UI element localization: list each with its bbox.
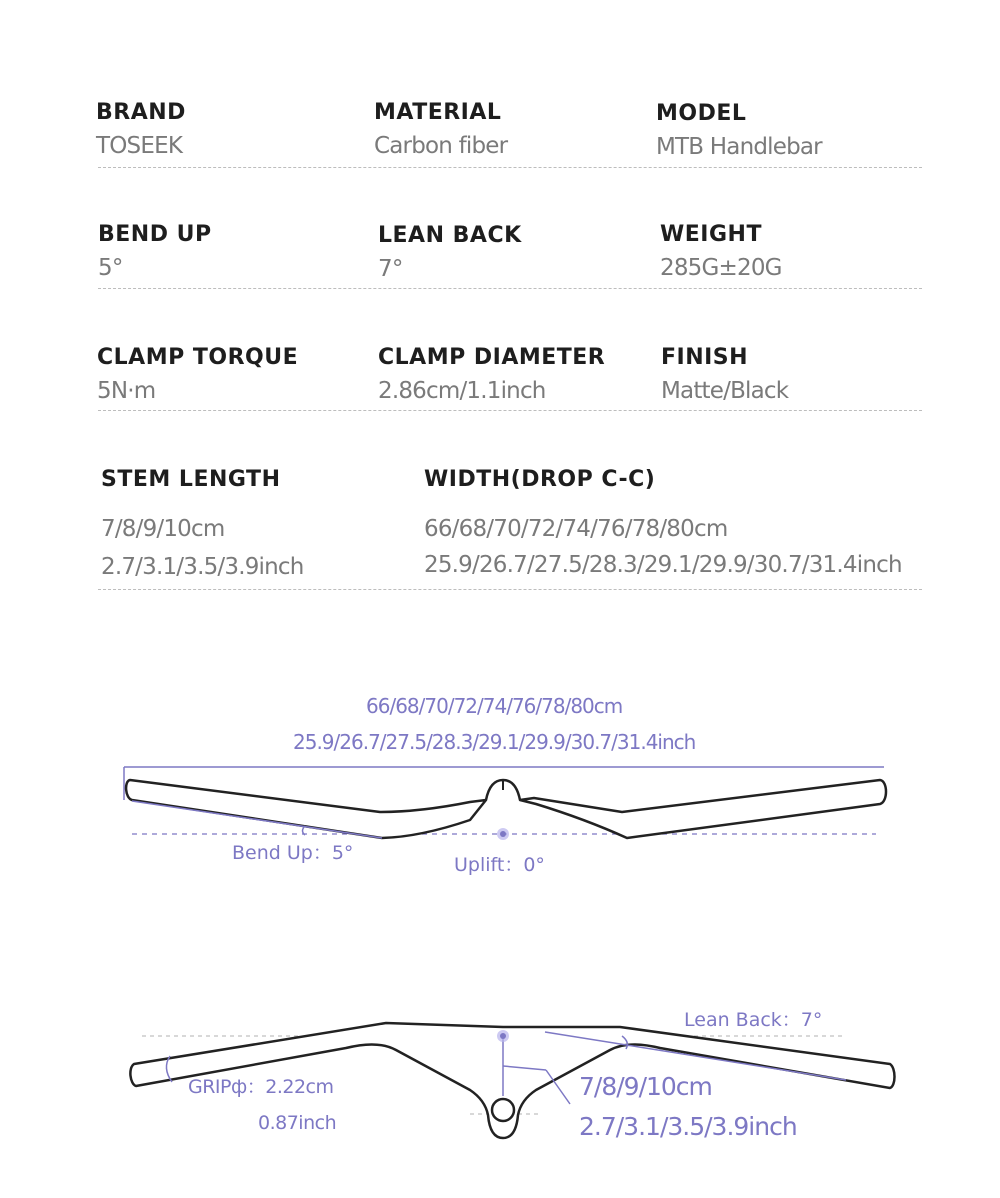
spec-label: CLAMP TORQUE bbox=[97, 345, 299, 370]
spec-label: FINISH bbox=[661, 345, 749, 370]
spec-label: LEAN BACK bbox=[378, 223, 522, 248]
front-width-inch: 25.9/26.7/27.5/28.3/29.1/29.9/30.7/31.4inch bbox=[293, 730, 696, 754]
lean-back-label: Lean Back：7° bbox=[684, 1009, 823, 1031]
bend-up-label: Bend Up：5° bbox=[232, 842, 354, 864]
spec-value-inch: 2.7/3.1/3.5/3.9inch bbox=[101, 554, 304, 580]
spec-label: STEM LENGTH bbox=[101, 467, 281, 492]
spec-value: MTB Handlebar bbox=[656, 134, 822, 160]
spec-label: WEIGHT bbox=[660, 222, 762, 247]
spec-value-inch: 25.9/26.7/27.5/28.3/29.1/29.9/30.7/31.4inch bbox=[424, 552, 902, 578]
spec-value: 2.86cm/1.1inch bbox=[378, 378, 546, 404]
spec-label: MATERIAL bbox=[374, 100, 502, 125]
uplift-label: Uplift：0° bbox=[454, 854, 545, 876]
spec-label: WIDTH(DROP C-C) bbox=[424, 467, 656, 492]
stem-cm-label: 7/8/9/10cm bbox=[579, 1072, 712, 1101]
spec-label: MODEL bbox=[656, 101, 747, 126]
grip-inch-label: 0.87inch bbox=[258, 1112, 337, 1134]
stem-inch-label: 2.7/3.1/3.5/3.9inch bbox=[579, 1112, 797, 1141]
spec-label: BEND UP bbox=[98, 222, 212, 247]
spec-value: TOSEEK bbox=[96, 133, 183, 159]
spec-value-cm: 7/8/9/10cm bbox=[101, 516, 225, 542]
spec-value: 5N·m bbox=[97, 378, 156, 404]
spec-label: CLAMP DIAMETER bbox=[378, 345, 606, 370]
spec-value: Carbon fiber bbox=[374, 133, 508, 159]
spec-value: 285G±20G bbox=[660, 255, 782, 281]
grip-label: GRIPф：2.22cm bbox=[188, 1076, 334, 1098]
stem-clamp-circle bbox=[492, 1099, 514, 1121]
uplift-center-dot bbox=[500, 831, 506, 837]
spec-label: BRAND bbox=[96, 100, 186, 125]
front-width-cm: 66/68/70/72/74/76/78/80cm bbox=[366, 694, 623, 718]
spec-value: 5° bbox=[98, 255, 123, 281]
stem-center-dot bbox=[500, 1033, 506, 1039]
spec-value-cm: 66/68/70/72/74/76/78/80cm bbox=[424, 516, 728, 542]
spec-value: Matte/Black bbox=[661, 378, 789, 404]
spec-value: 7° bbox=[378, 256, 403, 282]
